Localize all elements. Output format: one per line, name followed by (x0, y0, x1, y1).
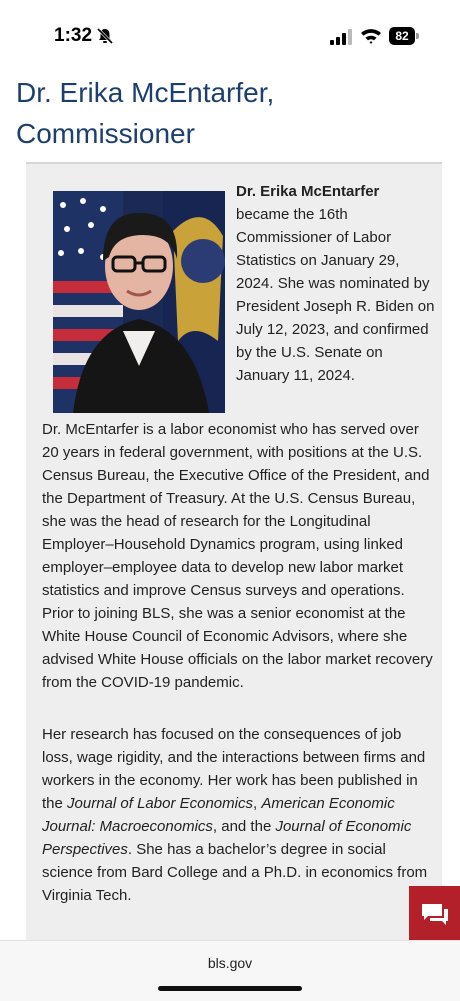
journal-2: American Economic Journal: Macroeconomics (42, 795, 395, 835)
bell-slash-icon (96, 27, 114, 45)
status-bar (0, 0, 460, 64)
paragraph-2-text-d: . She has a bachelor’s degree in social science from Bard College and a Ph.D. in economics from Virginia Tech. (42, 841, 428, 904)
intro-text: became the 16th Commissioner of Labor Statistics on January 29, 2024. She was nominated by President Joseph R. Biden on July 12, 2023, and confirmed by the U.S. Senate on January 11, 2024. (236, 206, 435, 384)
journal-3: Journal of Economic Perspectives (42, 818, 412, 858)
paragraph-2-text-b: , (252, 795, 262, 812)
commissioner-portrait (53, 191, 225, 413)
wifi-icon (360, 27, 382, 45)
address-bar-url[interactable]: bls.gov (207, 955, 253, 971)
page-title: Dr. Erika McEntarfer, Commissioner (16, 77, 275, 149)
bio-intro (236, 180, 436, 387)
chat-button[interactable] (409, 886, 460, 940)
bio-paragraph-1: Dr. McEntarfer is a labor economist who has served over 20 years in federal government, with positions at the U.S. Census Bureau, the Executive Office of the President, and the Department of Treasury. At the U.S. Census Bureau, she was the head of research for the Longitudinal Employer–Household Dynamics program, using linked employer–employee data to develop new labor market statistics and improve Census surveys and operations. Prior to joining BLS, she was a senior economist at the White House Council of Economic Advisors, where she advised White House officials on the labor market recovery from the COVID-19 pandemic. (42, 421, 433, 691)
battery-level: 82 (389, 27, 415, 45)
home-indicator[interactable] (158, 986, 302, 991)
paragraph-2-text-a: Her research has focused on the consequences of job loss, wage rigidity, and the interactions between firms and workers in the economy. Her work has been published in the (42, 726, 426, 812)
chat-icon (409, 886, 460, 940)
status-time: 1:32 (54, 25, 93, 46)
commissioner-name: Dr. Erika McEntarfer (236, 183, 380, 200)
battery-icon (389, 27, 419, 45)
journal-1: Journal of Labor Economics (67, 795, 253, 812)
paragraph-2-text-c: , and the (212, 818, 276, 835)
cellular-signal-icon (330, 29, 352, 45)
bio-paragraph-2 (42, 723, 434, 907)
